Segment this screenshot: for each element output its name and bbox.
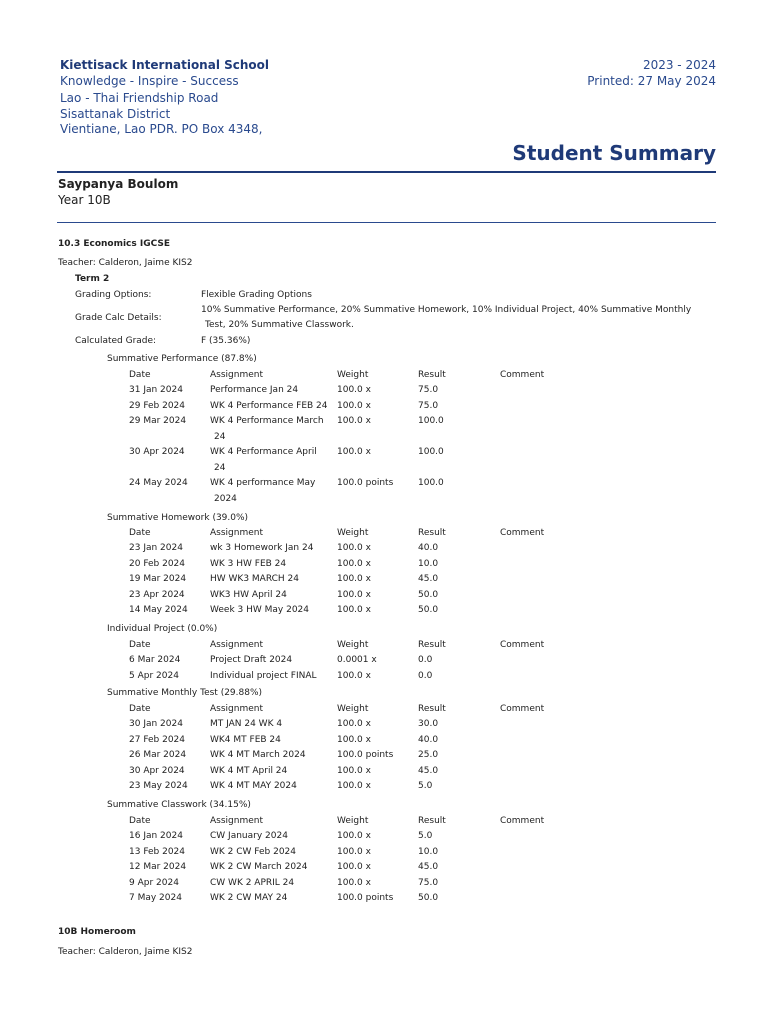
column-date: Date [129, 528, 151, 538]
grade-calc-label: Grade Calc Details: [75, 313, 162, 323]
row-date: 6 Mar 2024 [129, 655, 181, 665]
student-name: Saypanya Boulom [58, 177, 179, 191]
column-weight: Weight [337, 640, 369, 650]
row-assignment: Project Draft 2024 [210, 655, 293, 665]
grade-calc-line-1: 10% Summative Performance, 20% Summative Homework, 10% Individual Project, 40% Summative Monthly [201, 305, 692, 315]
column-comment: Comment [500, 370, 545, 380]
row-weight: 0.0001 x [337, 655, 377, 665]
row-date: 27 Feb 2024 [129, 735, 186, 745]
row-weight: 100.0 x [337, 574, 371, 584]
column-assignment: Assignment [210, 640, 263, 650]
row-date: 19 Mar 2024 [129, 574, 187, 584]
column-date: Date [129, 704, 151, 714]
row-date: 30 Jan 2024 [129, 719, 183, 729]
row-assignment: CW January 2024 [210, 831, 288, 841]
category-title: Individual Project (0.0%) [107, 624, 218, 634]
row-assignment: WK 2 CW March 2024 [210, 862, 308, 872]
row-date: 30 Apr 2024 [129, 766, 185, 776]
column-assignment: Assignment [210, 816, 263, 826]
row-assignment-cont: 24 [214, 463, 226, 473]
column-result: Result [418, 528, 446, 538]
row-assignment: CW WK 2 APRIL 24 [210, 878, 295, 888]
row-result: 0.0 [418, 671, 433, 681]
column-date: Date [129, 640, 151, 650]
row-date: 23 Jan 2024 [129, 543, 183, 553]
column-result: Result [418, 816, 446, 826]
row-date: 26 Mar 2024 [129, 750, 187, 760]
row-date: 24 May 2024 [129, 478, 188, 488]
row-result: 45.0 [418, 574, 439, 584]
report-title: Student Summary [512, 141, 716, 165]
row-weight: 100.0 x [337, 766, 371, 776]
column-comment: Comment [500, 816, 545, 826]
student-divider [57, 222, 716, 223]
row-assignment: WK 4 Performance April [210, 447, 317, 457]
row-result: 10.0 [418, 847, 439, 857]
column-result: Result [418, 704, 446, 714]
row-result: 30.0 [418, 719, 439, 729]
row-result: 40.0 [418, 543, 439, 553]
address-line-3: Vientiane, Lao PDR. PO Box 4348, [60, 122, 263, 136]
row-result: 75.0 [418, 401, 439, 411]
row-result: 0.0 [418, 655, 433, 665]
column-comment: Comment [500, 528, 545, 538]
row-result: 5.0 [418, 781, 433, 791]
row-date: 31 Jan 2024 [129, 385, 183, 395]
calculated-grade-value: F (35.36%) [201, 336, 251, 346]
row-result: 45.0 [418, 862, 439, 872]
row-assignment: HW WK3 MARCH 24 [210, 574, 300, 584]
row-result: 75.0 [418, 878, 439, 888]
row-result: 75.0 [418, 385, 439, 395]
row-weight: 100.0 x [337, 385, 371, 395]
row-result: 50.0 [418, 605, 439, 615]
row-result: 45.0 [418, 766, 439, 776]
column-assignment: Assignment [210, 528, 263, 538]
column-assignment: Assignment [210, 704, 263, 714]
row-date: 13 Feb 2024 [129, 847, 186, 857]
row-result: 100.0 [418, 478, 444, 488]
row-weight: 100.0 x [337, 671, 371, 681]
row-date: 12 Mar 2024 [129, 862, 187, 872]
row-weight: 100.0 x [337, 605, 371, 615]
row-date: 20 Feb 2024 [129, 559, 186, 569]
column-assignment: Assignment [210, 370, 263, 380]
row-weight: 100.0 x [337, 781, 371, 791]
row-date: 30 Apr 2024 [129, 447, 185, 457]
row-assignment: wk 3 Homework Jan 24 [210, 543, 314, 553]
address-line-2: Sisattanak District [60, 107, 171, 121]
column-result: Result [418, 640, 446, 650]
row-weight: 100.0 x [337, 559, 371, 569]
row-result: 25.0 [418, 750, 439, 760]
row-date: 23 Apr 2024 [129, 590, 185, 600]
row-assignment: WK3 HW April 24 [210, 590, 287, 600]
homeroom-teacher: Teacher: Calderon, Jaime KIS2 [58, 947, 193, 957]
row-weight: 100.0 x [337, 735, 371, 745]
row-weight: 100.0 x [337, 719, 371, 729]
row-assignment: WK 4 Performance FEB 24 [210, 401, 328, 411]
column-date: Date [129, 370, 151, 380]
row-date: 16 Jan 2024 [129, 831, 183, 841]
row-assignment: WK 4 MT MAY 2024 [210, 781, 297, 791]
homeroom-title: 10B Homeroom [58, 927, 136, 937]
grade-calc-line-2: Test, 20% Summative Classwork. [205, 320, 354, 330]
row-weight: 100.0 x [337, 590, 371, 600]
row-weight: 100.0 x [337, 447, 371, 457]
category-title: Summative Homework (39.0%) [107, 513, 249, 523]
row-assignment: Week 3 HW May 2024 [210, 605, 310, 615]
row-weight: 100.0 x [337, 401, 371, 411]
row-result: 5.0 [418, 831, 433, 841]
row-weight: 100.0 points [337, 478, 394, 488]
row-date: 5 Apr 2024 [129, 671, 179, 681]
row-assignment-cont: 24 [214, 432, 226, 442]
column-weight: Weight [337, 528, 369, 538]
category-title: Summative Classwork (34.15%) [107, 800, 251, 810]
row-weight: 100.0 x [337, 878, 371, 888]
course-teacher: Teacher: Calderon, Jaime KIS2 [58, 258, 193, 268]
row-date: 29 Mar 2024 [129, 416, 187, 426]
row-weight: 100.0 points [337, 750, 394, 760]
course-title: 10.3 Economics IGCSE [58, 239, 171, 249]
school-name: Kiettisack International School [60, 58, 270, 72]
address-line-1: Lao - Thai Friendship Road [60, 91, 219, 105]
column-comment: Comment [500, 640, 545, 650]
category-title: Summative Monthly Test (29.88%) [107, 688, 263, 698]
column-date: Date [129, 816, 151, 826]
column-weight: Weight [337, 704, 369, 714]
row-assignment: WK 4 MT April 24 [210, 766, 288, 776]
row-weight: 100.0 points [337, 893, 394, 903]
row-assignment: WK 2 CW MAY 24 [210, 893, 288, 903]
row-assignment: WK 4 performance May [210, 478, 316, 488]
category-title: Summative Performance (87.8%) [107, 354, 257, 364]
row-assignment: WK 4 Performance March [210, 416, 324, 426]
grading-options-label: Grading Options: [75, 290, 152, 300]
row-date: 29 Feb 2024 [129, 401, 186, 411]
column-comment: Comment [500, 704, 545, 714]
calculated-grade-label: Calculated Grade: [75, 336, 157, 346]
column-weight: Weight [337, 816, 369, 826]
row-date: 14 May 2024 [129, 605, 188, 615]
row-weight: 100.0 x [337, 543, 371, 553]
row-assignment-cont: 2024 [214, 494, 237, 504]
row-weight: 100.0 x [337, 862, 371, 872]
row-weight: 100.0 x [337, 847, 371, 857]
student-year: Year 10B [58, 193, 111, 207]
row-assignment: WK 2 CW Feb 2024 [210, 847, 296, 857]
row-result: 50.0 [418, 590, 439, 600]
row-assignment: WK 3 HW FEB 24 [210, 559, 287, 569]
row-result: 40.0 [418, 735, 439, 745]
school-motto: Knowledge - Inspire - Success [60, 74, 239, 88]
column-result: Result [418, 370, 446, 380]
row-assignment: Individual project FINAL [210, 671, 317, 681]
row-result: 100.0 [418, 416, 444, 426]
row-assignment: MT JAN 24 WK 4 [210, 719, 283, 729]
printed-date: Printed: 27 May 2024 [587, 74, 716, 88]
row-assignment: WK4 MT FEB 24 [210, 735, 281, 745]
row-result: 100.0 [418, 447, 444, 457]
row-date: 9 Apr 2024 [129, 878, 179, 888]
row-assignment: WK 4 MT March 2024 [210, 750, 306, 760]
academic-year: 2023 - 2024 [642, 58, 716, 72]
term-label: Term 2 [75, 274, 110, 284]
row-date: 7 May 2024 [129, 893, 182, 903]
row-weight: 100.0 x [337, 416, 371, 426]
column-weight: Weight [337, 370, 369, 380]
row-result: 10.0 [418, 559, 439, 569]
grading-options-value: Flexible Grading Options [201, 290, 312, 300]
title-divider [57, 171, 716, 173]
row-result: 50.0 [418, 893, 439, 903]
row-assignment: Performance Jan 24 [210, 385, 299, 395]
row-date: 23 May 2024 [129, 781, 188, 791]
row-weight: 100.0 x [337, 831, 371, 841]
